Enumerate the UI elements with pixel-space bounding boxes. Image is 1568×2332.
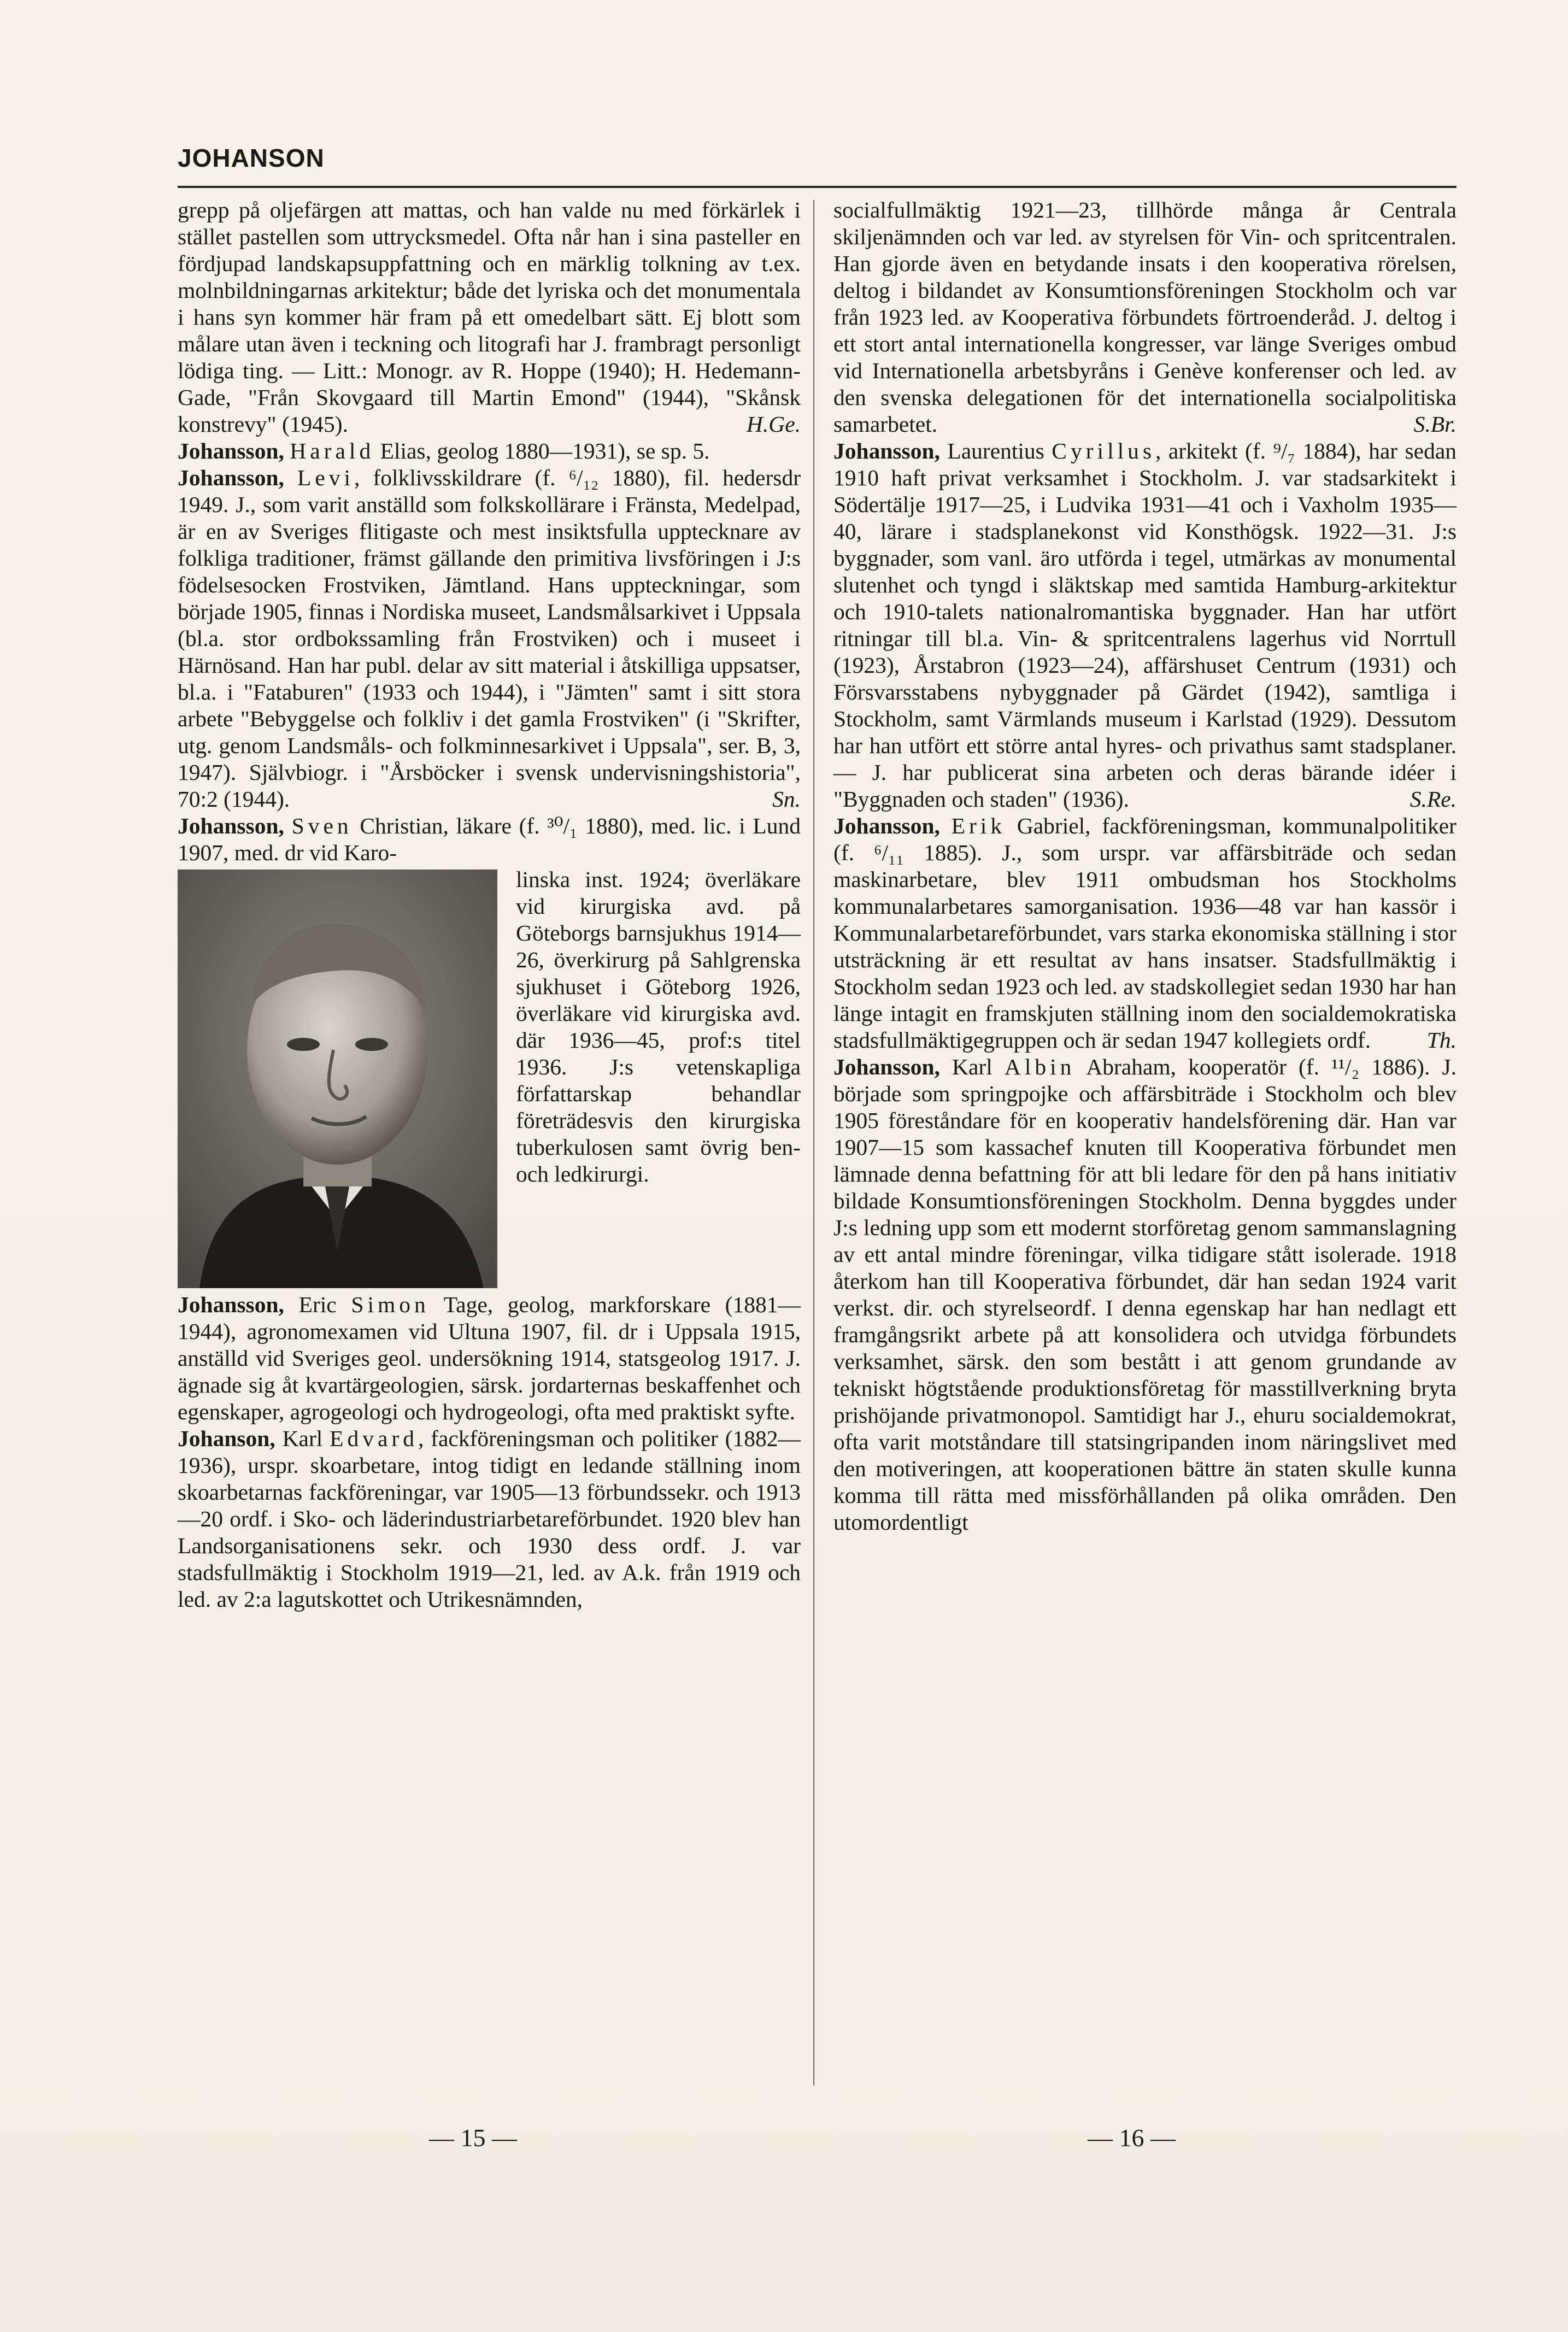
- entry-given-name: Harald: [290, 438, 375, 463]
- entry-text: Karl: [939, 1054, 1005, 1079]
- entry-surname: Johansson,: [833, 438, 940, 463]
- page-number-right: — 16 —: [1088, 2124, 1176, 2152]
- entry-text: , fackföreningsman och politiker (1882—1936), urspr. skoarbetare, intog tidigt en ledande ställning inom skoarbetarnas fackföreningar, var 1905—13 förbundssekr. och 1913—20 ordf. i Sko- och läderindustriarbetareförbundet. 1920 blev han Landsorganisationens sekr. och 1930 dess ordf. J. var stadsfullmäktig i Stockholm 1919—21, led. av A.k. från 1919 och led. av 2:a lagutskottet och Utrikesnämnden,: [178, 1426, 801, 1612]
- entry-given-name: Sven: [291, 813, 353, 838]
- left-column: [178, 197, 801, 2077]
- entry-surname: Johansson,: [178, 813, 284, 838]
- entry-text: , arkitekt (f. ⁹/₇ 1884), har sedan 1910 haft privat verksamhet i Stockholm. J. var stadsarkitekt i Södertälje 1917—25, i Ludvika 1931—41 och i Vaxholm 1935—40, lärare i stadsplanekonst vid Konsthögsk. 1922—31. J:s byggnader, som vanl. äro utförda i tegel, utmärkas av monumental slutenhet och tyngd i släktskap med samtida Hamburg-arkitektur och 1910-talets nationalromantiska byggnader. Han har utfört ritningar till bl.a. Vin- & spritcentralens lagerhus vid Norrtull (1923), Årstabron (1923—24), affärshuset Centrum (1931) och Försvarsstabens nybyggnader på Gärdet (1942), samtliga i Stockholm, samt Värmlands museum i Karlstad (1929). Dessutom har han utfört ett större antal hyres- och privathus samt stadsplaner. — J. har publicerat sina arbeten och deras bärande idéer i "Byggnaden och staden" (1936).: [833, 438, 1457, 812]
- author-signature: H.Ge.: [746, 412, 801, 437]
- author-signature: Sn.: [772, 786, 801, 812]
- entry-given-name: Levi: [297, 465, 355, 490]
- entry-text: Tage, geolog, markforskare (1881—1944), agronomexamen vid Ultuna 1907, fil. dr i Uppsala 1915, anställd vid Sveriges geol. undersökning 1914, statsgeolog 1917. J. ägnade sig åt kvartärgeologien, särsk. jordarternas beskaffenhet och egenskaper, agrogeologi och hydrogeologi, ofta med praktiskt syfte.: [178, 1292, 801, 1424]
- entry-surname: Johansson,: [178, 438, 284, 463]
- entry-albin-johansson: [833, 1054, 1457, 1536]
- entry-text: Eric: [284, 1292, 351, 1317]
- entry-surname: Johansson,: [178, 1292, 284, 1317]
- entry-eric-johansson: [178, 1291, 801, 1425]
- header-rule: [178, 186, 1457, 188]
- author-signature: S.Re.: [1410, 786, 1457, 812]
- entry-text: , folklivsskildrare (f. ⁶/₁₂ 1880), fil. hedersdr 1949. J., som varit anställd som folkskollärare i Fränsta, Medelpad, är en av Sveriges flitigaste och mest insiktsfulla upptecknare av folkliga traditioner, främst gällande den primitiva livsföringen i J:s födelsesocken Frostviken, Jämtland. Hans uppteckningar, som började 1905, finnas i Nordiska museet, Landsmålsarkivet i Uppsala (bl.a. stor ordbokssamling från Frostviken) och i museet i Härnösand. Han har publ. delar av sitt material i åtskilliga uppsatser, bl.a. i "Fataburen" (1933 och 1944), i "Jämten" samt i sitt stora arbete "Bebyggelse och folkliv i det gamla Frostviken" (i "Skrifter, utg. genom Landsmåls- och folkminnesarkivet i Uppsala", ser. B, 3, 1947). Självbiogr. i "Årsböcker i svensk undervisningshistoria", 70:2 (1944).: [178, 465, 801, 812]
- entry-surname: Johansson,: [833, 1054, 940, 1079]
- paragraph-text: socialfullmäktig 1921—23, tillhörde många år Centrala skiljenämnden och var led. av styrelsen för Vin- och spritcentralen. Han gjorde även en betydande insats i den kooperativa rörelsen, deltog i bildandet av Konsumtionsföreningen Stockholm och var från 1923 led. av Kooperativa förbundets förtroenderåd. J. deltog i ett stort antal internationella kongresser, var länge Sveriges ombud vid Internationella arbetsbyråns i Genève konferenser och led. av den svenska delegationen för det internationella socialpolitiska samarbetet.: [833, 197, 1457, 437]
- entry-text: Karl: [275, 1426, 330, 1451]
- page-number-left: — 15 —: [429, 2124, 517, 2152]
- entry-harald-johansson: [178, 438, 801, 465]
- entry-erik-johansson: [833, 813, 1457, 1054]
- author-signature: S.Br.: [1413, 412, 1457, 437]
- paragraph-continuation: [178, 197, 801, 438]
- entry-edvard-johanson: [178, 1425, 801, 1613]
- entry-text: [940, 813, 952, 838]
- right-column: [833, 197, 1457, 2077]
- entry-text: Elias, geolog 1880—1931), se sp. 5.: [374, 438, 710, 463]
- entry-text: Gabriel, fackföreningsman, kommunalpolitiker (f. ⁶/₁₁ 1885). J., som urspr. var affärsbiträde och sedan maskinarbetare, blev 1911 ombudsman hos Stockholms kommunalarbetares samorganisation. 1936—48 var han kassör i Kommunalarbetareförbundet, vars starka ekonomiska ställning i stor utsträckning är ett resultat av hans insatser. Stadsfullmäktig i Stockholm sedan 1923 och led. av stadskollegiet sedan 1930 har han länge intagit en framskjuten ställning inom den socialdemokratiska stadsfullmäktigegruppen och är sedan 1947 kollegiets ordf.: [833, 813, 1457, 1053]
- entry-given-name: Albin: [1004, 1054, 1076, 1079]
- entry-levi-johansson: [178, 465, 801, 813]
- entry-given-name: Erik: [951, 813, 1006, 838]
- entry-text: Abraham, kooperatör (f. ¹¹/₂ 1886). J. började som springpojke och affärsbiträde i Stockholm och blev 1905 föreståndare för en kooperativ handelsförening där. Han var 1907—15 som kassachef knuten till Kooperativa förbundet men lämnade denna befattning för att bli ledare för den på hans initiativ bildade Konsumtionsföreningen Stockholm. Denna byggdes under J:s ledning upp som ett modernt storföretag genom sammanslagning av ett antal mindre föreningar, vilka tidigare stått isolerade. 1918 återkom han till Kooperativa förbundet, där han sedan 1924 varit verkst. dir. och styrelseordf. I denna egenskap har han nedlagt ett framgångsrikt arbete på att konsolidera och utvidga förbundets verksamhet, särsk. den som bestått i att genom grundande av tekniskt högtstående produktionsföretag för masstillverkning bryta prishöjande privatmonopol. Samtidigt har J., ehuru socialdemokrat, ofta varit motståndare till statsingripanden inom näringslivet med den motiveringen, att kooperationen bättre än staten skulle kunna komma till rätta med missförhållanden på olika områden. Den utomordentligt: [833, 1054, 1457, 1535]
- entry-text: Laurentius: [939, 438, 1052, 463]
- entry-surname: Johansson,: [178, 465, 284, 490]
- paragraph-text: grepp på oljefärgen att mattas, och han valde nu med förkärlek i stället pastellen som uttrycksmedel. Ofta når han i sina pasteller en fördjupad landskapsuppfattning och en märklig tolkning av t.ex. molnbildningarnas arkitektur; både det lyriska och det monumentala i hans syn kommer här fram på ett omedelbart sätt. Ej blott som målare utan även i teckning och litografi har J. frambragt personligt lödiga ting. — Litt.: Monogr. av R. Hoppe (1940); H. Hedemann-Gade, "Från Skovgaard till Martin Emond" (1944), "Skånsk konstrevy" (1945).: [178, 197, 801, 437]
- entry-given-name: Simon: [351, 1292, 430, 1317]
- entry-text: Christian, läkare (f. ³⁰/₁ 1880), med. lic. i Lund 1907, med. dr vid Karo-: [178, 813, 801, 865]
- entry-surname: Johanson,: [178, 1426, 275, 1451]
- entry-cyrillus-johansson: [833, 438, 1457, 813]
- paragraph-continuation: [833, 197, 1457, 438]
- entry-given-name: Cyrillus: [1052, 438, 1156, 463]
- author-signature: Th.: [1426, 1027, 1457, 1053]
- entry-sven-johansson: [178, 813, 801, 866]
- entry-given-name: Edvard: [330, 1426, 418, 1451]
- entry-surname: Johansson,: [833, 813, 940, 838]
- entry-text: linska inst. 1924; överläkare vid kirurgiska avd. på Göteborgs barnsjukhus 1914—26, överkirurg på Sahlgrenska sjukhuset i Göteborg 1926, överläkare vid kirurgiska avd. där 1936—45, prof:s titel 1936. J:s vetenskapliga författarskap behandlar företrädesvis den kirurgiska tuberkulosen samt övrig ben- och ledkirurgi.: [516, 867, 801, 1186]
- running-header: JOHANSON: [178, 144, 325, 172]
- column-divider: [813, 200, 814, 2086]
- portrait-photo: [178, 870, 497, 1288]
- portrait-image: [178, 870, 497, 1288]
